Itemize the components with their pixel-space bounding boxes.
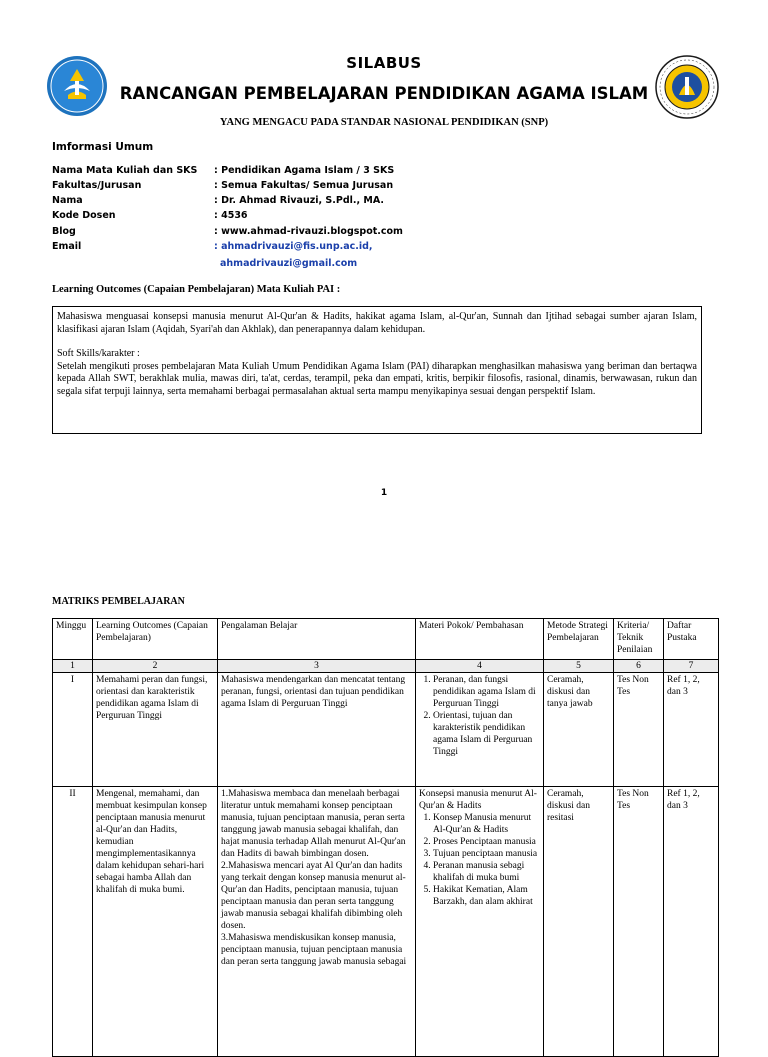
info-label: Fakultas/Jurusan	[52, 180, 142, 191]
column-header: Learning Outcomes (Capaian Pembelajaran)	[93, 619, 218, 660]
column-number: 3	[218, 660, 416, 673]
info-row-faculty	[52, 180, 552, 195]
info-row-email	[52, 241, 552, 256]
experience-item: 1.Mahasiswa membaca dan menelaah berbagai literatur untuk memahami konsep penciptaan manusia, tujuan penciptaan manusia, peran serta tanggung jawab manusia sebagai khalifah, dan hajat manusia terhadap Allah menurut Al-Qur'an dan Hadits di bawah bimbingan dosen.	[221, 789, 406, 859]
learning-outcomes-heading: Learning Outcomes (Capaian Pembelajaran) Mata Kuliah PAI :	[52, 284, 341, 295]
outcome-cell: Memahami peran dan fungsi, orientasi dan karakteristik pendidikan agama Islam di Perguruan Tinggi	[93, 673, 218, 787]
info-label: Email	[52, 241, 82, 252]
column-header: Pengalaman Belajar	[218, 619, 416, 660]
outcome-cell: Mengenal, memahami, dan membuat kesimpulan konsep penciptaan manusia menurut al-Qur'an dan Hadits, kemudian mengimplementasikannya dalam kehidupan sehari-hari sebagai hamba Allah dan khalifah di muka bumi.	[93, 787, 218, 1057]
document-title: SILABUS	[346, 54, 422, 72]
info-row-blog	[52, 226, 552, 241]
learning-outcomes-box	[52, 306, 702, 434]
table-header-row	[53, 619, 719, 660]
column-number: 6	[614, 660, 664, 673]
column-number: 1	[53, 660, 93, 673]
list-item: 2. Proses Penciptaan manusia	[433, 836, 540, 848]
info-label: Nama Mata Kuliah dan SKS	[52, 165, 198, 176]
column-header: Metode Strategi Pembelajaran	[544, 619, 614, 660]
reference-cell: Ref 1, 2, dan 3	[664, 673, 719, 787]
learning-outcomes-text: Mahasiswa menguasai konsepsi manusia menurut Al-Qur'an & Hadits, hakikat agama Islam, al-Qur'an, Sunnah dan Ijtihad sebagai sumber ajaran Islam, klasifikasi ajaran Islam (Aqidah, Syari'ah dan Akhlak), dan penerapannya dalam kehidupan.	[57, 311, 697, 335]
experience-item: 2.Mahasiswa mencari ayat Al Qur'an dan hadits yang terkait dengan konsep manusia menurut al-Qur'an dan Hadits, penciptaan manusia, tujuan penciptaan manusia dan peran serta tanggung jawab manusia sebagai khalifah dibimbing oleh dosen.	[221, 861, 406, 931]
email-link-2[interactable]: ahmadrivauzi@gmail.com	[220, 258, 358, 269]
soft-skills-label: Soft Skills/karakter :	[57, 348, 140, 359]
material-cell	[416, 787, 544, 1057]
column-number: 5	[544, 660, 614, 673]
list-item: 2. Orientasi, tujuan dan karakteristik pendidikan agama Islam di Perguruan Tinggi	[433, 710, 540, 758]
matrix-heading: MATRIKS PEMBELAJARAN	[52, 596, 185, 607]
info-value: : Semua Fakultas/ Semua Jurusan	[214, 180, 394, 191]
blog-link[interactable]: : www.ahmad-rivauzi.blogspot.com	[214, 226, 403, 237]
info-value: : 4536	[214, 210, 248, 221]
experience-cell: Mahasiswa mendengarkan dan mencatat tentang peranan, fungsi, orientasi dan tujuan pendidikan agama Islam di Perguruan Tinggi	[218, 673, 416, 787]
method-cell: Ceramah, diskusi dan resitasi	[544, 787, 614, 1057]
criteria-cell: Tes Non Tes	[614, 673, 664, 787]
info-value: : Dr. Ahmad Rivauzi, S.Pdl., MA.	[214, 195, 384, 206]
info-heading: Imformasi Umum	[52, 141, 154, 153]
page-number: 1	[380, 488, 388, 498]
learning-matrix-table	[52, 618, 719, 1057]
column-number: 4	[416, 660, 544, 673]
reference-cell: Ref 1, 2, dan 3	[664, 787, 719, 1057]
column-header: Minggu	[53, 619, 93, 660]
info-row-name	[52, 195, 552, 210]
info-row-lecturer-code	[52, 210, 552, 225]
column-number: 2	[93, 660, 218, 673]
material-cell	[416, 673, 544, 787]
document-subtitle: RANCANGAN PEMBELAJARAN PENDIDIKAN AGAMA ISLAM	[119, 84, 649, 103]
column-number: 7	[664, 660, 719, 673]
column-header: Materi Pokok/ Pembahasan	[416, 619, 544, 660]
info-label: Blog	[52, 226, 76, 237]
material-intro: Konsepsi manusia menurut Al-Qur'an & Hadits	[419, 789, 537, 811]
experience-item: 3.Mahasiswa mendiskusikan konsep manusia, penciptaan manusia, tujuan penciptaan manusia dan peran serta tanggung jawab manusia sebagai	[221, 933, 407, 967]
soft-skills-text: Setelah mengikuti proses pembelajaran Mata Kuliah Umum Pendidikan Agama Islam (PAI) diharapkan menghasilkan mahasiswa yang beriman dan bertaqwa kepada Allah SWT, berakhlak mulia, mawas diri, ta'at, cerdas, terampil, peka dan empati, kritis, berpikir filosofis, rasional, dinamis, berwawasan, rukun dan segala sifat terpuji lainnya, serta memahami berbagai permasalahan aktual serta mampu menyikapinya sesuai dengan perspektif Islam.	[57, 360, 697, 397]
experience-cell	[218, 787, 416, 1057]
table-row	[53, 673, 719, 787]
info-value: : Pendidikan Agama Islam / 3 SKS	[214, 165, 395, 176]
week-cell: I	[53, 673, 93, 787]
list-item: 1. Peranan, dan fungsi pendidikan agama Islam di Perguruan Tinggi	[433, 674, 540, 710]
info-label: Nama	[52, 195, 83, 206]
info-label: Kode Dosen	[52, 210, 116, 221]
column-number-row	[53, 660, 719, 673]
column-header: Kriteria/ Teknik Penilaian	[614, 619, 664, 660]
document-tagline: YANG MENGACU PADA STANDAR NASIONAL PENDIDIKAN (SNP)	[219, 117, 549, 128]
method-cell: Ceramah, diskusi dan tanya jawab	[544, 673, 614, 787]
column-header: Daftar Pustaka	[664, 619, 719, 660]
list-item: 4. Peranan manusia sebagi khalifah di muka bumi	[433, 860, 540, 884]
list-item: 3. Tujuan penciptaan manusia	[433, 848, 540, 860]
criteria-cell: Tes Non Tes	[614, 787, 664, 1057]
email-link[interactable]: : ahmadrivauzi@fis.unp.ac.id,	[214, 241, 373, 252]
info-row-email-2	[52, 258, 552, 273]
week-cell: II	[53, 787, 93, 1057]
list-item: 1. Konsep Manusia menurut Al-Qur'an & Hadits	[433, 812, 540, 836]
info-row-course	[52, 165, 552, 180]
table-row	[53, 787, 719, 1057]
list-item: 5. Hakikat Kematian, Alam Barzakh, dan alam akhirat	[433, 884, 540, 908]
